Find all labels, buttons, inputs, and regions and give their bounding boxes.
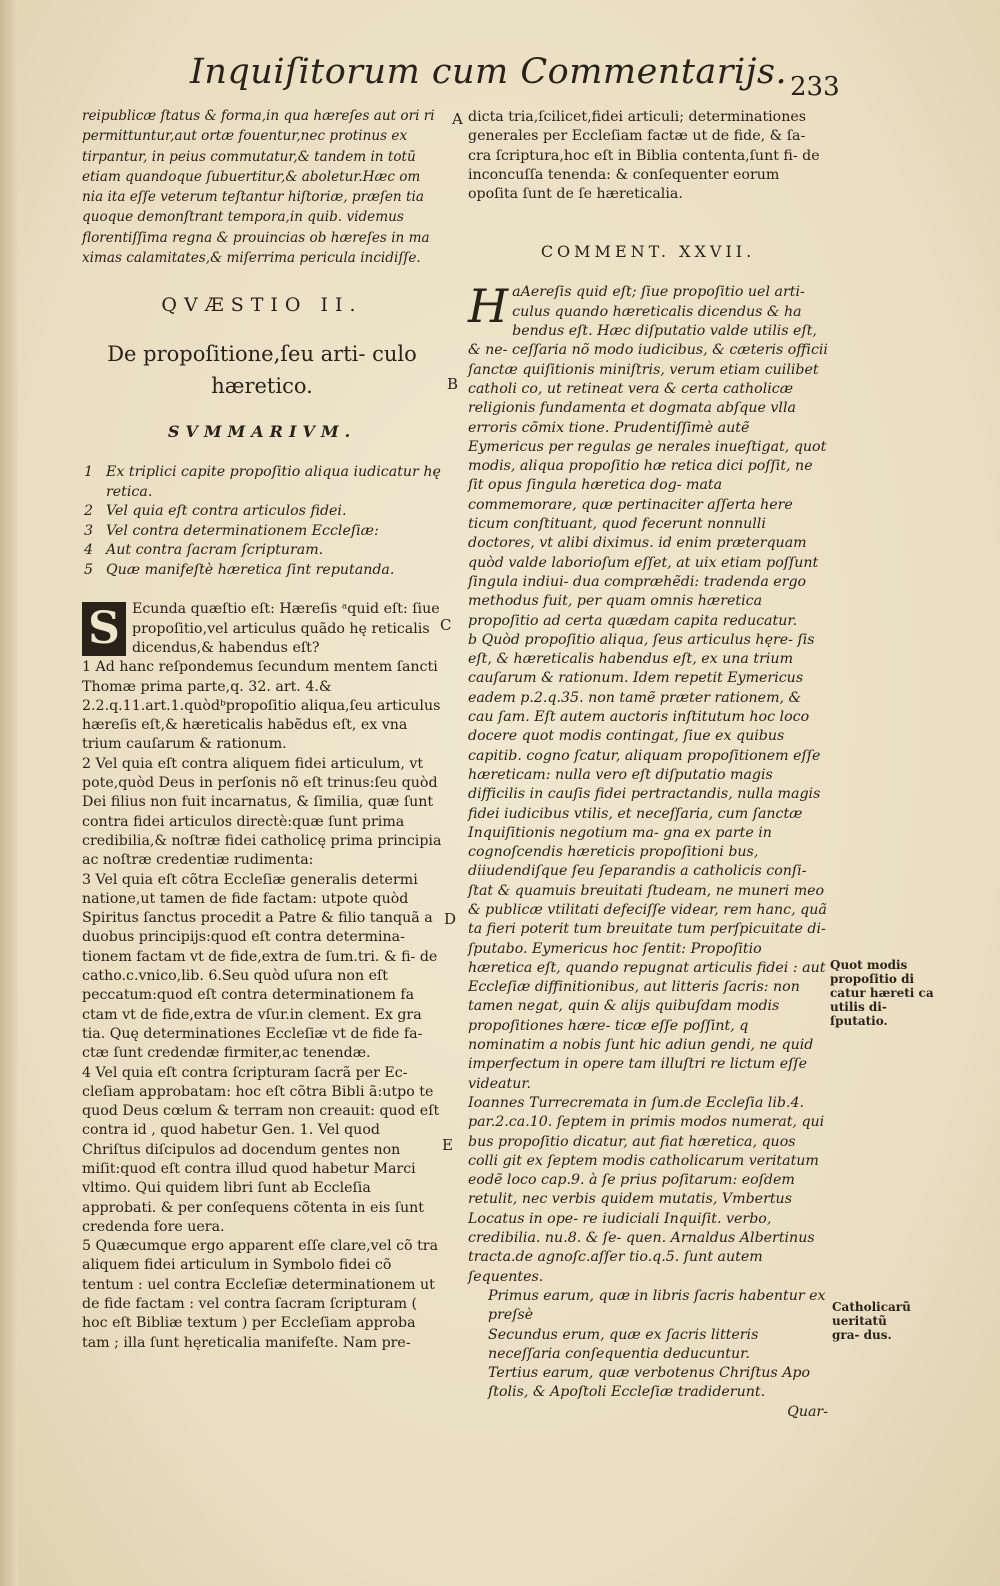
section-letter: C — [440, 616, 452, 634]
section-letter: E — [442, 1136, 453, 1154]
summary-item: 1 Ex triplici capite propoſitio aliqua iudicatur hę retica. — [84, 464, 441, 500]
list-item: Secundus erum, quæ ex ſacris litteris neceſſaria conſequentia deducuntur. — [488, 1326, 759, 1362]
summary-item: 5 Quæ manifeſtè hæretica ſint reputanda. — [84, 561, 395, 578]
paragraph: 5 Quæcumque ergo apparent eſſe clare,vel cõ tra aliquem fidei articulum in Symbolo fidei cõ tentum : uel contra Eccleſiæ determinationem ut de fide factam : vel contra ſacram ſcripturam ( hoc eſt Bibliæ textum ) per Eccleſiam approba tam ; illa ſunt hęreticalia manifeſte. Nam pre- — [82, 1238, 439, 1351]
paragraph: 3 Vel quia eſt cõtra Eccleſiæ generalis determi natione,ut tamen de fide factam: utpote quòd Spiritus ſanctus procedit a Patre & filio tanquã a duobus principijs:quod eſt contra determina- tionem factam vt de fide,extra de ſum.tri. & fi- de catho.c.vnico,lib. 6.Seu quòd uſura non eſt peccatum:quod eſt contra determinationem fa ctam vt de fide,extra de vſur.in clement. Ex gra tia. Quę determinationes Eccleſiæ vt de fide fa- ctæ ſunt credendæ firmiter,ac tenendæ. — [82, 871, 438, 1062]
drop-cap: S — [82, 602, 126, 656]
note-mark: a — [512, 284, 521, 301]
section-letter: D — [444, 910, 457, 928]
section-letter: A — [452, 110, 463, 128]
running-title: Inquiſitorum cum Commentarijs. — [190, 52, 788, 92]
comment-b: b Quòd propoſitio aliqua, ſeus articulus hęre- ſis eſt, & hæreticalis habendus eſt, ex una trium cauſarum & rationum. Idem repetit Eymericus eadem p.2.q.35. non tamẽ præter rationem, & cau ſam. Eſt autem auctoris inſtitutum hoc loco docere quot modis contingat, ſiue ex quibus capitib. cogno ſcatur, aliquam propoſitionem eſſe hæreticam: nulla vero eſt diſputatio magis difficilis in cauſis fidei pertractandis, nulla magis fidei iudicibus vtilis, et neceſſaria, cum ſanctæ Inquiſitionis negotium ma- gna ex parte in cognoſcendis hæreticis propoſitioni bus, diiudendiſque ſeu ſeparandis a catholicis conſi- ſtat & quamuis breuitati ſtudeam, ne muneri meo & publicæ vtilitati defeciſſe videar, rem hanc, quã ta fieri poterit tum breuitate tum perſpicuitate di- ſputabo. Eymericus hoc ſentit: Propoſitio hæretica eſt, quando repugnat articulis fidei : aut Eccleſiæ diffinitionibus, aut litteris ſacris: non tamen negat, quin & alijs quibuſdam modis propoſitiones hære- ticæ eſſe poſſint, q nominatim a nobis ſunt hic adiun gendi, ne quid imperfectum in opere tam illuſtri re lictum eſſe videatur. — [468, 631, 827, 1092]
list-item: Tertius earum, quæ verbotenus Chriſtus Apo ſtolis, & Apoſtoli Eccleſiæ tradiderunt. — [488, 1365, 811, 1401]
paragraph: 1 Ad hanc reſpondemus ſecundum mentem ſancti Thomæ prima parte,q. 32. art. 4.& 2.2.q.11.art.1.quòdᵇpropoſitio aliqua,ſeu articulus hæreſis eſt,& hæreticalis habẽdus eſt, ex vna trium cauſarum & rationum. — [82, 659, 441, 753]
left-column — [82, 106, 442, 1353]
summary-item: 3 Vel contra determinationem Eccleſiæ: — [84, 522, 379, 539]
paragraph: 4 Vel quia eſt contra ſcripturam ſacrã per Ec- cleſiam approbatam: hoc eſt cõtra Bibli ã:utpo te quod Deus cœlum & terram non creauit: quod eſt contra id , quod habetur Gen. 1. Vel quod Chriſtus diſcipulos ad docendum gentes non miſit:quod eſt contra illud quod habetur Marci vltimo. Qui quidem libri ſunt ab Eccleſia approbati. & per conſequens cõtenta in eis ſunt credenda fore uera. — [82, 1064, 440, 1235]
list-item: Primus earum, quæ in libris ſacris habentur ex preſsè — [488, 1287, 826, 1324]
section-letter: B — [447, 375, 459, 393]
summary-item: 2 Vel quia eſt contra articulos fidei. — [84, 503, 347, 520]
question-title: De propoſitione,ſeu arti- culo hæretico. — [107, 342, 417, 399]
comment-heading: COMMENT. XXVII. — [540, 242, 756, 262]
comment-a: a H Aereſis quid eſt; ſiue propoſitio uel arti- culus quando hæreticalis dicendus & ha bendus eſt. Hæc diſputatio valde utilis eſt, & ne- ceſſaria nõ modo iudicibus, & cæteris officii ſanctæ quiſitionis miniſtris, verum etiam cuilibet catholi co, ut retineat vera & certa catholicæ religionis fundamenta et dogmata abſque vlla erroris cõmix tione. Prudentiſſimè autẽ Eymericus per regulas ge nerales inueſtigat, quot modis, aliqua propoſitio hæ retica dici poſſit, ne ſit opus ſingula hæretica dog- mata commemorare, quæ pertinaciter aſſerta here ticum conſtituant, quod fecerunt nonnulli doctores, vt alibi diximus. id enim præterquam quòd valde laborioſum eſſet, at uix etiam poſſunt ſingula indiui- dua compræhẽdi: tradenda ergo methodus fuit, per quam omnis hæretica propoſitio ad certa quædam capita reducatur. — [468, 279, 828, 629]
question-heading: QVÆSTIO II. — [161, 294, 363, 317]
left-intro: reipublicæ ſtatus & forma,in qua hæreſes aut ori ri permittuntur,aut ortæ fouentur,nec protinus ex tirpantur, in peius commutatur,& tandem in totũ etiam quandoque ſubuertitur,& aboletur.Hæc om nia ita eſſe veterum teſtantur hiſtoriæ, præſen tia quoque demonſtrant tempora,in quib. videmus florentiſſima regna & prouincias ob hæreſes in ma ximas calamitates,& miſerrima pericula incidiſſe. — [82, 108, 435, 267]
comment-body — [468, 279, 828, 1422]
question-text: Ecunda quæſtio eſt: Hæreſis ᵃquid eſt: ſiue propoſitio,vel articulus quãdo hę reticalis dicendus,& habendus eſt? — [132, 601, 440, 656]
catchword: Quar- — [787, 1403, 828, 1420]
page-edge — [0, 0, 18, 1586]
summary-list — [82, 463, 442, 580]
comment-c: Ioannes Turrecremata in ſum.de Eccleſia lib.4. par.2.ca.10. ſeptem in primis modos numerat, qui bus propoſitio dicatur, aut fiat hæretica, quos colli git ex ſeptem modis catholicarum veritatum eodẽ loco cap.9. à ſe prius poſitarum: eoſdem retulit, nec verbis quidem mutatis, Vmbertus Locatus in ope- re iudiciali Inquiſit. verbo, credibilia. nu.8. & ſe- quen. Arnaldus Albertinus tracta.de agnoſc.aſſer tio.q.5. ſunt autem ſequentes. — [468, 1094, 825, 1285]
margin-note: Catholicarũ ueritatũ gra- dus. — [832, 1300, 911, 1342]
summary-heading: SVMMARIVM. — [167, 422, 357, 442]
right-intro: dicta tria,ſcilicet,fidei articuli; determinationes generales per Eccleſiam factæ ut de fide, & ſa- cra ſcriptura,hoc eſt in Biblia contenta,ſunt fi- de inconcuſſa tenenda: & conſequenter eorum opoſita ſunt de ſe hæreticalia. — [468, 109, 820, 203]
summary-item: 4 Aut contra ſacram ſcripturam. — [84, 542, 324, 559]
paragraph: 2 Vel quia eſt contra aliquem fidei articulum, vt pote,quòd Deus in perſonis nõ eſt trinus:ſeu quòd Dei filius non fuit incarnatus, & ſimilia, quæ ſunt contra fidei articulos directè:quæ ſunt prima credibilia,& noſtræ fidei catholicę prima principia ac noſtræ credentiæ rudimenta: — [82, 755, 442, 869]
page-number: 233 — [790, 72, 840, 102]
right-column — [468, 108, 828, 1422]
drop-cap: H — [468, 279, 509, 334]
margin-note: Quot modis propoſitio di catur hæreti ca utilis di- ſputatio. — [830, 958, 934, 1028]
question-text-block — [82, 600, 442, 658]
